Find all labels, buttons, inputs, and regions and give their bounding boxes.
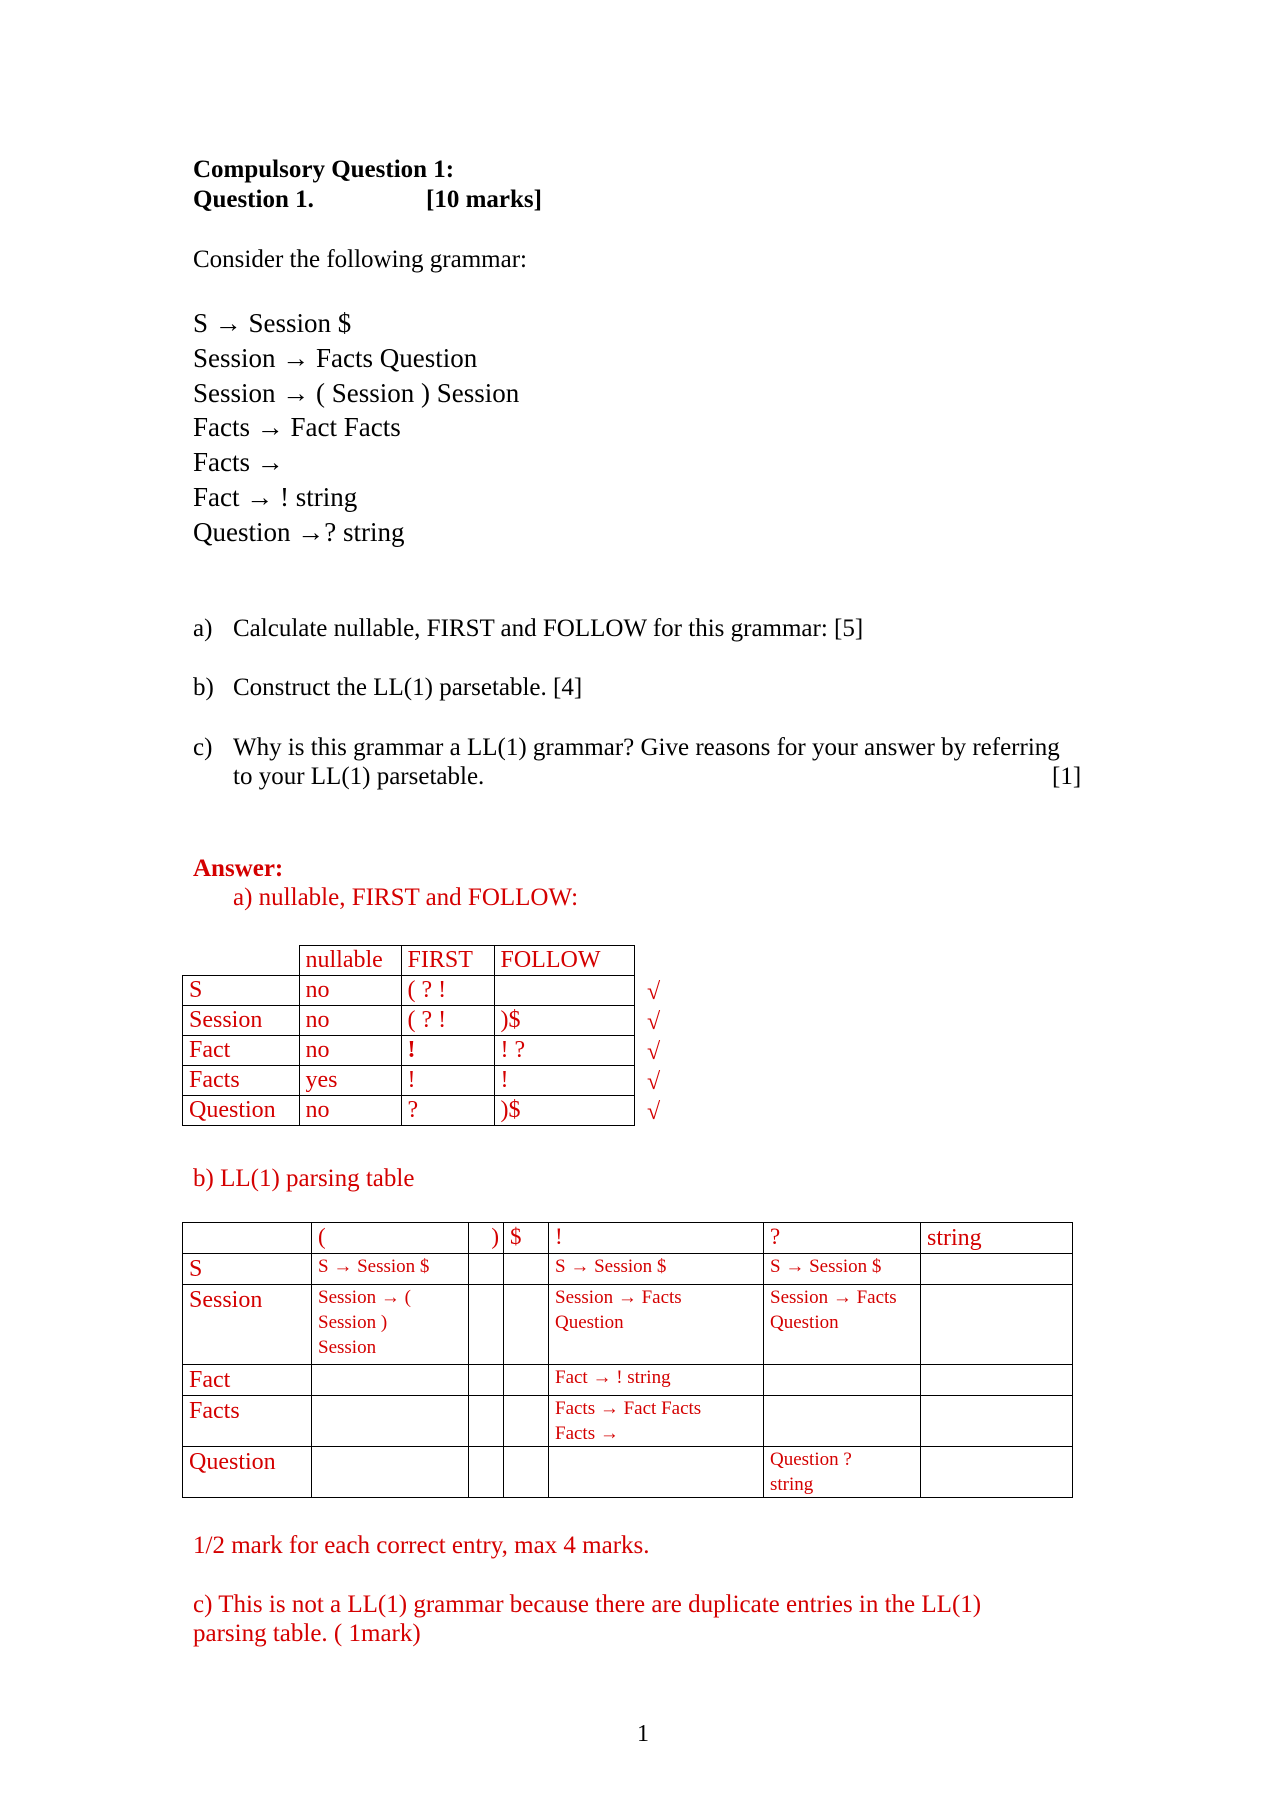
table-row [183,1036,635,1066]
table-row [183,1066,635,1096]
table-cell [921,1365,1073,1396]
table-cell: Facts [183,1396,312,1447]
table-cell [549,1396,764,1447]
table-cell: )$ [494,1006,635,1036]
answer-heading: Answer: [193,855,284,882]
table-cell: Session [183,1285,312,1365]
table-cell: Session → Facts Question [764,1285,921,1365]
nullable-first-follow-table [182,945,635,1126]
table-cell: S → Session $ [549,1254,764,1285]
table-cell [469,1396,504,1447]
intro-text: Consider the following grammar: [193,246,527,273]
table-header-cell: FIRST [401,946,494,976]
table-header-row [183,946,635,976]
grammar-rule: Fact → ! string [193,482,358,512]
table-cell: no [299,1006,401,1036]
table-row [183,1096,635,1126]
table-header-cell: nullable [299,946,401,976]
check-mark: √ [647,1099,661,1125]
table-cell [504,1447,549,1498]
table-cell [921,1254,1073,1285]
table-cell: ! ? [494,1036,635,1066]
table-cell: Facts [183,1066,300,1096]
table-cell: no [299,976,401,1006]
table-cell: ! [401,1066,494,1096]
question-c-marks: [1] [1052,763,1082,790]
grammar-rule: Session → Facts Question [193,343,478,373]
question-c-line2: to your LL(1) parsetable. [233,763,485,790]
table-header-row [183,1223,1073,1254]
table-header-cell: FOLLOW [494,946,635,976]
table-cell [469,1447,504,1498]
answer-c-line2: parsing table. ( 1mark) [193,1620,421,1647]
table-row [183,1447,1073,1498]
table-cell: Session → ( Session ) Session [312,1285,469,1365]
answer-a-heading: a) nullable, FIRST and FOLLOW: [233,884,579,911]
question-c-label: c) [193,734,213,761]
table-cell [469,1254,504,1285]
table-cell: ? [401,1096,494,1126]
table-cell: )$ [494,1096,635,1126]
table-cell [494,976,635,1006]
table-cell: Session → Facts Question [549,1285,764,1365]
table-cell: ( ? ! [401,1006,494,1036]
table-cell [504,1396,549,1447]
table-cell [469,1365,504,1396]
parse-entry: Facts → [555,1423,619,1444]
table-row [183,1254,1073,1285]
table-row [183,1285,1073,1365]
table-row [183,1396,1073,1447]
table-cell: S → Session $ [312,1254,469,1285]
table-header-cell: ( [312,1223,469,1254]
check-mark: √ [647,1069,661,1095]
table-cell [504,1254,549,1285]
table-header-cell: ? [764,1223,921,1254]
ll1-parse-table [182,1222,1073,1498]
grammar-rule: Question →? string [193,517,405,547]
question-heading: Question 1. [193,186,314,213]
question-c-line1: Why is this grammar a LL(1) grammar? Give reasons for your answer by referring [233,734,1060,761]
table-header-cell: ) [469,1223,504,1254]
check-mark: √ [647,979,661,1005]
grammar-rule: S → Session $ [193,308,352,338]
table-cell [312,1447,469,1498]
table-cell [764,1365,921,1396]
table-cell: Fact [183,1365,312,1396]
question-a-label: a) [193,615,213,642]
page-number: 1 [637,1721,649,1747]
table-header-cell: ! [549,1223,764,1254]
grammar-rule: Facts → Fact Facts [193,412,401,442]
table-cell: yes [299,1066,401,1096]
table-cell [312,1396,469,1447]
table-row [183,1006,635,1036]
table-cell: ! [494,1066,635,1096]
table-cell [921,1285,1073,1365]
table-cell [183,1223,312,1254]
answer-b-heading: b) LL(1) parsing table [193,1165,415,1192]
table-cell [312,1365,469,1396]
answer-c-line1: c) This is not a LL(1) grammar because there are duplicate entries in the LL(1) [193,1591,982,1618]
table-cell: Question [183,1447,312,1498]
table-cell [921,1396,1073,1447]
grammar-rule: Facts → [193,447,284,477]
parse-entry: Facts → Fact Facts [555,1398,702,1419]
question-marks: [10 marks] [426,186,542,213]
table-cell: Question [183,1096,300,1126]
table-cell: no [299,1096,401,1126]
table-header-cell: string [921,1223,1073,1254]
table-cell: ! [401,1036,494,1066]
question-b-text: Construct the LL(1) parsetable. [4] [233,674,583,701]
table-cell: Question ? string [764,1447,921,1498]
table-cell: S [183,976,300,1006]
mark-note: 1/2 mark for each correct entry, max 4 marks. [193,1532,650,1559]
table-cell [469,1285,504,1365]
table-cell: no [299,1036,401,1066]
table-cell [764,1396,921,1447]
table-cell [549,1447,764,1498]
compulsory-heading: Compulsory Question 1: [193,156,455,183]
table-cell [921,1447,1073,1498]
check-mark: √ [647,1039,661,1065]
grammar-rule: Session → ( Session ) Session [193,378,520,408]
table-cell [183,946,300,976]
check-mark: √ [647,1009,661,1035]
table-cell: Session [183,1006,300,1036]
table-cell: Fact → ! string [549,1365,764,1396]
question-a-text: Calculate nullable, FIRST and FOLLOW for this grammar: [5] [233,615,864,642]
table-cell: ( ? ! [401,976,494,1006]
table-cell [504,1365,549,1396]
table-row [183,1365,1073,1396]
table-cell: S [183,1254,312,1285]
table-header-cell: $ [504,1223,549,1254]
question-b-label: b) [193,674,214,701]
table-cell: Fact [183,1036,300,1066]
table-cell [504,1285,549,1365]
table-row [183,976,635,1006]
table-cell: S → Session $ [764,1254,921,1285]
